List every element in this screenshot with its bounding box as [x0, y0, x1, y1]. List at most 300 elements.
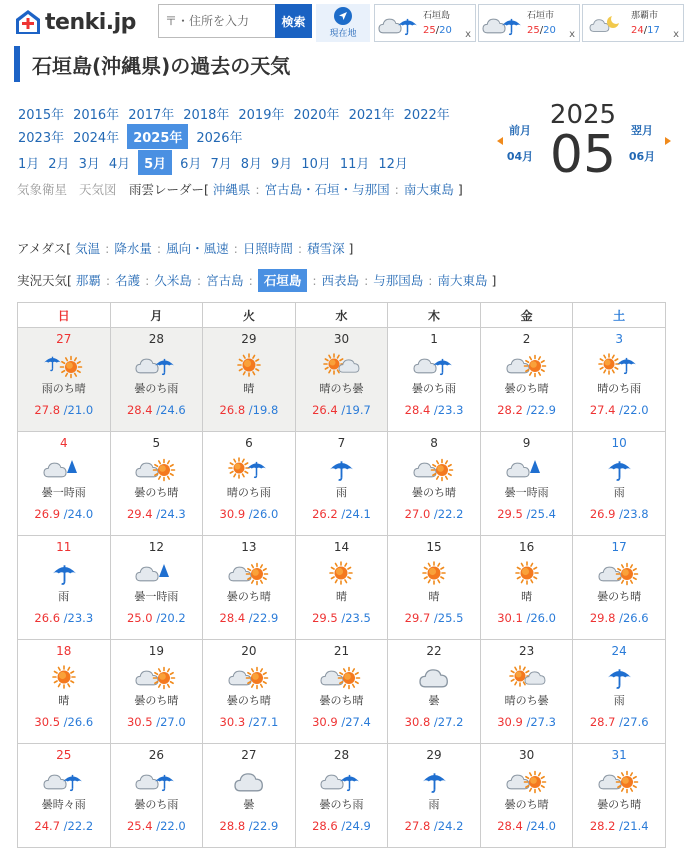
temp-separator: / [430, 403, 438, 417]
temp-separator: / [60, 611, 68, 625]
day-temps [203, 403, 295, 417]
low-temp: 22.9 [252, 819, 279, 833]
day-temps [296, 403, 388, 417]
temp-separator: / [522, 819, 531, 833]
day-number: 26 [148, 748, 164, 762]
high-temp: 26.4 [312, 403, 338, 417]
month-link[interactable]: 6月 [180, 157, 202, 172]
weather-text: 曇一時雨 [41, 486, 86, 499]
year-link[interactable]: 2024年 [73, 131, 120, 146]
temp-separator: / [245, 507, 253, 521]
day-number: 6 [245, 436, 253, 450]
history-high: 24 [631, 25, 644, 36]
month-link[interactable]: 12月 [378, 157, 408, 172]
high-temp: 29.7 [404, 611, 431, 625]
temp-separator: / [615, 507, 623, 521]
temp-separator: / [615, 403, 623, 417]
history-high: 25 [423, 25, 436, 36]
high-temp: 28.7 [589, 715, 616, 729]
cloud-rain-icon [111, 766, 203, 796]
amedas-item[interactable]: 気温 [75, 241, 101, 256]
calendar-day-cell[interactable] [573, 640, 666, 744]
day-temps [573, 715, 665, 729]
calendar-day-cell[interactable] [480, 536, 573, 640]
weather-text: 晴のち曇 [319, 382, 364, 395]
sun-cloud-icon [481, 662, 573, 692]
low-temp: 24.6 [160, 403, 186, 417]
calendar-week-row [18, 328, 666, 432]
day-number: 20 [241, 644, 257, 658]
calendar-table [17, 302, 666, 848]
month-link[interactable]: 7月 [210, 157, 232, 172]
low-temp: 27.2 [437, 715, 464, 729]
day-temps [111, 715, 203, 729]
low-temp: 24.9 [345, 819, 371, 833]
live-weather-item[interactable]: 久米島 [154, 273, 192, 288]
day-number: 23 [518, 644, 535, 658]
history-high: 25 [527, 25, 540, 36]
low-temp: 24.1 [345, 507, 371, 521]
separator: : [156, 241, 162, 256]
live-weather-item[interactable]: 宮古島 [206, 273, 244, 288]
weather-text: 曇のち雨 [134, 382, 179, 395]
year-link[interactable]: 2022年 [403, 108, 450, 123]
big-month: 05 [549, 125, 617, 185]
year-link[interactable]: 2020年 [293, 108, 340, 123]
calendar-day-cell[interactable] [295, 744, 388, 848]
live-weather-item[interactable]: 名護 [115, 273, 141, 288]
tenki-logo-icon [14, 8, 42, 36]
cloud-sun-icon [111, 454, 203, 484]
calendar-day-cell[interactable] [203, 328, 296, 432]
cloud-showers-icon [481, 454, 573, 484]
current-location-button[interactable] [316, 4, 370, 42]
amedas-item[interactable]: 積雪深 [307, 241, 345, 256]
day-temps [573, 507, 665, 521]
calendar-week-row [18, 432, 666, 536]
weather-text: 晴 [428, 590, 440, 603]
history-low: 20 [543, 25, 556, 36]
month-link[interactable]: 8月 [240, 157, 263, 172]
low-temp: 27.6 [622, 715, 649, 729]
weather-map-link[interactable]: 天気図 [79, 182, 117, 197]
rain-icon [573, 662, 665, 692]
calendar-day-cell[interactable] [110, 432, 203, 536]
separator: : [364, 273, 369, 288]
big-year: 2025 [549, 100, 617, 130]
day-number: 3 [615, 332, 623, 346]
weather-text: 晴 [58, 694, 70, 707]
radar-item[interactable]: 宮古島・石垣・与那国 [264, 182, 390, 197]
calendar-day-cell[interactable] [295, 328, 388, 432]
year-link[interactable]: 2016年 [73, 108, 120, 123]
bracket: [ [66, 241, 76, 256]
year-link[interactable]: 2015年 [18, 108, 65, 123]
calendar-day-cell[interactable] [388, 432, 481, 536]
separator: : [248, 273, 253, 288]
day-temps [18, 507, 110, 521]
amedas-item[interactable]: 降水量 [114, 241, 152, 256]
temp-separator: / [615, 715, 623, 729]
high-temp: 28.2 [497, 403, 523, 417]
prev-arrow-icon [497, 137, 503, 145]
next-month: 06月 [628, 150, 656, 163]
weather-text: 曇のち晴 [597, 798, 642, 811]
low-temp: 26.6 [67, 715, 94, 729]
rain-icon [573, 454, 665, 484]
weather-text: 雨 [613, 694, 625, 707]
sun-rain-icon [573, 350, 665, 380]
weekday-header: 日 [18, 303, 111, 328]
high-temp: 30.5 [34, 715, 61, 729]
calendar-day-cell[interactable] [203, 744, 296, 848]
search-button[interactable]: 検索 [275, 4, 312, 38]
tenki-logo[interactable] [14, 6, 136, 38]
low-temp: 27.3 [530, 715, 556, 729]
weather-text: 晴 [521, 590, 533, 603]
high-temp: 25.0 [126, 611, 153, 625]
month-link[interactable]: 11月 [339, 157, 370, 172]
year-link[interactable]: 2023年 [18, 131, 65, 146]
low-temp: 26.0 [530, 611, 556, 625]
day-temps [18, 819, 110, 833]
cloud-showers-icon [111, 558, 203, 588]
high-temp: 30.3 [219, 715, 246, 729]
weather-text: 晴のち雨 [597, 382, 642, 395]
next-month-link[interactable] [622, 118, 662, 170]
radar-item[interactable]: 南大東島 [403, 182, 454, 197]
weather-text: 晴のち曇 [504, 694, 549, 707]
separator: : [196, 273, 202, 288]
month-links [17, 150, 416, 175]
day-number: 17 [611, 540, 627, 554]
temp-separator: / [430, 507, 438, 521]
satellite-link[interactable]: 気象衛星 [17, 182, 68, 197]
calendar-day-cell[interactable] [388, 640, 481, 744]
low-temp: 22.9 [252, 611, 279, 625]
live-weather-item[interactable]: 石垣島 [258, 269, 308, 292]
weather-text: 曇のち晴 [412, 486, 457, 499]
weather-text: 曇のち雨 [319, 798, 364, 811]
day-number: 9 [522, 436, 531, 450]
month-link[interactable]: 1月 [18, 157, 40, 172]
calendar-day-cell[interactable] [110, 328, 203, 432]
live-weather-item[interactable]: 南大東島 [437, 273, 488, 288]
low-temp: 27.0 [160, 715, 186, 729]
sun-icon [388, 558, 480, 588]
month-link[interactable]: 2月 [48, 157, 70, 172]
temp-separator: / [522, 715, 531, 729]
year-links-row-1 [17, 101, 458, 126]
day-number: 8 [430, 436, 438, 450]
high-temp: 29.8 [589, 611, 616, 625]
bracket: ] [344, 241, 354, 256]
weekday-header: 土 [573, 303, 666, 328]
cloud-sun-icon [203, 662, 295, 692]
separator: : [297, 241, 303, 256]
month-link[interactable]: 9月 [271, 157, 293, 172]
temp-separator: / [152, 715, 161, 729]
history-temps [631, 25, 660, 36]
rain-icon [296, 454, 388, 484]
temp-separator: / [337, 819, 346, 833]
radar-links [17, 177, 497, 202]
high-temp: 29.5 [497, 507, 523, 521]
calendar-day-cell[interactable] [203, 536, 296, 640]
cloud-icon [203, 766, 295, 796]
history-card[interactable] [374, 4, 476, 42]
calendar-day-cell[interactable] [18, 744, 111, 848]
calendar-day-cell[interactable] [388, 744, 481, 848]
cloud-sun-icon [573, 558, 665, 588]
address-search-input[interactable] [165, 14, 276, 28]
separator: : [105, 241, 110, 256]
day-temps [573, 403, 665, 417]
next-arrow-icon [665, 137, 671, 145]
day-temps [203, 715, 295, 729]
high-temp: 27.4 [589, 403, 616, 417]
cloud-sun-icon [573, 766, 665, 796]
low-temp: 22.0 [160, 819, 186, 833]
current-location-label: 現在地 [329, 29, 357, 39]
day-temps [111, 611, 203, 625]
month-link[interactable]: 4月 [108, 157, 131, 172]
live-weather-links [17, 268, 496, 293]
calendar-day-cell[interactable] [573, 536, 666, 640]
cloud-rain-icon [296, 766, 388, 796]
calendar-week-row [18, 536, 666, 640]
close-icon[interactable]: x [673, 29, 679, 40]
weather-text: 曇のち晴 [504, 798, 549, 811]
live-weather-item[interactable]: 西表島 [321, 273, 360, 288]
calendar-day-cell[interactable] [295, 640, 388, 744]
bracket: ] [487, 273, 497, 288]
weather-text: 晴のち雨 [226, 486, 271, 499]
year-link[interactable]: 2026年 [196, 131, 243, 146]
history-temps [527, 25, 556, 36]
year-link[interactable]: 2017年 [128, 108, 175, 123]
low-temp: 19.7 [345, 403, 371, 417]
day-number: 27 [56, 332, 72, 346]
day-temps [111, 507, 203, 521]
high-temp: 26.8 [219, 403, 246, 417]
calendar-day-cell[interactable] [110, 744, 203, 848]
high-temp: 26.9 [589, 507, 616, 521]
prev-month-link[interactable] [500, 118, 540, 170]
calendar-day-cell[interactable] [573, 328, 666, 432]
weather-text: 曇のち晴 [319, 694, 364, 707]
day-temps [111, 403, 203, 417]
day-temps [388, 611, 480, 625]
low-temp: 23.5 [345, 611, 371, 625]
separator: : [312, 273, 317, 288]
cloud-sun-icon [111, 662, 203, 692]
temp-separator: / [430, 819, 438, 833]
history-location-name: 石垣市 [527, 11, 555, 21]
temp-separator: / [337, 507, 346, 521]
day-temps [296, 611, 388, 625]
day-number: 13 [241, 540, 257, 554]
weather-text: 曇のち晴 [597, 590, 642, 603]
year-links-row-2 [17, 124, 250, 149]
bracket: [ [67, 273, 76, 288]
temp-separator: / [522, 403, 531, 417]
close-icon[interactable]: x [569, 29, 575, 40]
calendar-week-row [18, 744, 666, 848]
high-temp: 30.5 [126, 715, 153, 729]
temp-separator: / [245, 715, 253, 729]
day-number: 30 [333, 332, 350, 346]
amedas-item[interactable]: 日照時間 [242, 241, 293, 256]
calendar-day-cell[interactable] [573, 744, 666, 848]
amedas-links [17, 236, 353, 261]
cloud-sun-icon [481, 350, 573, 380]
separator: : [255, 182, 260, 197]
temp-separator: / [430, 611, 438, 625]
live-weather-item[interactable]: 与那国島 [373, 273, 424, 288]
calendar-day-cell[interactable] [18, 328, 111, 432]
calendar-day-cell[interactable] [110, 640, 203, 744]
address-search[interactable] [158, 4, 276, 38]
day-temps [296, 507, 388, 521]
low-temp: 22.0 [622, 403, 649, 417]
calendar-day-cell[interactable] [480, 744, 573, 848]
weather-text: 雨 [428, 798, 440, 811]
high-temp: 29.5 [312, 611, 338, 625]
sun-icon [296, 558, 388, 588]
day-temps [481, 403, 573, 417]
low-temp: 24.0 [67, 507, 94, 521]
year-link[interactable]: 2021年 [348, 108, 395, 123]
calendar-day-cell[interactable] [295, 536, 388, 640]
live-weather-item[interactable]: 那覇 [75, 273, 101, 288]
temp-separator: / [60, 403, 68, 417]
calendar-day-cell[interactable] [110, 536, 203, 640]
day-temps [388, 403, 480, 417]
day-number: 15 [426, 540, 442, 554]
weekday-header: 火 [203, 303, 296, 328]
day-number: 16 [518, 540, 535, 554]
day-temps [573, 819, 665, 833]
calendar-day-cell[interactable] [203, 640, 296, 744]
sun-icon [18, 662, 110, 692]
day-temps [18, 715, 110, 729]
calendar-day-cell[interactable] [388, 536, 481, 640]
weekday-header: 水 [295, 303, 388, 328]
separator: : [145, 273, 150, 288]
low-temp: 23.3 [67, 611, 94, 625]
year-link[interactable]: 2018年 [183, 108, 230, 123]
calendar-day-cell[interactable] [295, 432, 388, 536]
high-temp: 30.1 [497, 611, 523, 625]
calendar-day-cell[interactable] [18, 640, 111, 744]
rain-icon [388, 766, 480, 796]
temp-separator: / [152, 819, 161, 833]
high-temp: 30.9 [497, 715, 523, 729]
weekday-header: 木 [388, 303, 481, 328]
day-number: 10 [611, 436, 627, 450]
day-temps [203, 611, 295, 625]
calendar-day-cell[interactable] [480, 432, 573, 536]
temp-separator: / [152, 403, 161, 417]
high-temp: 26.2 [312, 507, 338, 521]
weather-text: 雨 [58, 590, 70, 603]
weekday-header: 月 [110, 303, 203, 328]
high-temp: 24.7 [34, 819, 61, 833]
calendar-day-cell[interactable] [388, 328, 481, 432]
temp-separator: / [152, 611, 161, 625]
prev-month: 04月 [506, 150, 534, 163]
history-low: 20 [439, 25, 452, 36]
calendar-day-cell[interactable] [203, 432, 296, 536]
temp-separator: / [337, 715, 346, 729]
month-link[interactable]: 3月 [78, 157, 100, 172]
high-temp: 27.8 [34, 403, 61, 417]
day-number: 7 [337, 436, 346, 450]
year-link[interactable]: 2025年 [127, 124, 188, 149]
calendar-day-cell[interactable] [573, 432, 666, 536]
history-card[interactable] [478, 4, 580, 42]
cloud-rain-icon [388, 350, 480, 380]
calendar-day-cell[interactable] [480, 640, 573, 744]
temp-separator: / [245, 403, 253, 417]
high-temp: 28.2 [589, 819, 616, 833]
temp-separator: / [615, 611, 623, 625]
radar-item[interactable]: 沖縄県 [212, 182, 251, 197]
day-temps [481, 507, 573, 521]
weather-text: 曇のち晴 [134, 486, 179, 499]
amedas-label: アメダス [17, 241, 67, 256]
amedas-item[interactable]: 風向・風速 [166, 241, 229, 256]
low-temp: 20.2 [160, 611, 186, 625]
day-number: 12 [148, 540, 164, 554]
high-temp: 28.4 [126, 403, 153, 417]
high-temp: 28.4 [404, 403, 431, 417]
rain-icon [18, 558, 110, 588]
site-header [0, 0, 679, 44]
high-temp: 27.0 [404, 507, 431, 521]
close-icon[interactable]: x [465, 29, 471, 40]
weather-text: 曇一時雨 [504, 486, 549, 499]
temp-separator: / [60, 715, 68, 729]
day-number: 31 [611, 748, 627, 762]
low-temp: 22.9 [530, 403, 556, 417]
weather-text: 曇のち晴 [134, 694, 179, 707]
day-number: 14 [333, 540, 350, 554]
low-temp: 19.8 [252, 403, 279, 417]
day-number: 22 [426, 644, 442, 658]
calendar-day-cell[interactable] [18, 536, 111, 640]
weather-text: 曇 [428, 694, 440, 707]
temp-separator: / [522, 611, 531, 625]
temp-separator: / [60, 507, 68, 521]
temp-separator: / [152, 507, 161, 521]
year-link[interactable]: 2019年 [238, 108, 285, 123]
calendar-day-cell[interactable] [18, 432, 111, 536]
low-temp: 24.2 [437, 819, 464, 833]
day-number: 4 [59, 436, 68, 450]
month-link[interactable]: 5月 [138, 150, 172, 175]
day-number: 5 [152, 436, 161, 450]
calendar-day-cell[interactable] [480, 328, 573, 432]
day-temps [573, 611, 665, 625]
history-card[interactable] [582, 4, 684, 42]
high-temp: 29.4 [126, 507, 153, 521]
low-temp: 27.1 [252, 715, 279, 729]
temp-separator: / [615, 819, 623, 833]
cloud-sun-icon [481, 766, 573, 796]
month-link[interactable]: 10月 [301, 157, 331, 172]
